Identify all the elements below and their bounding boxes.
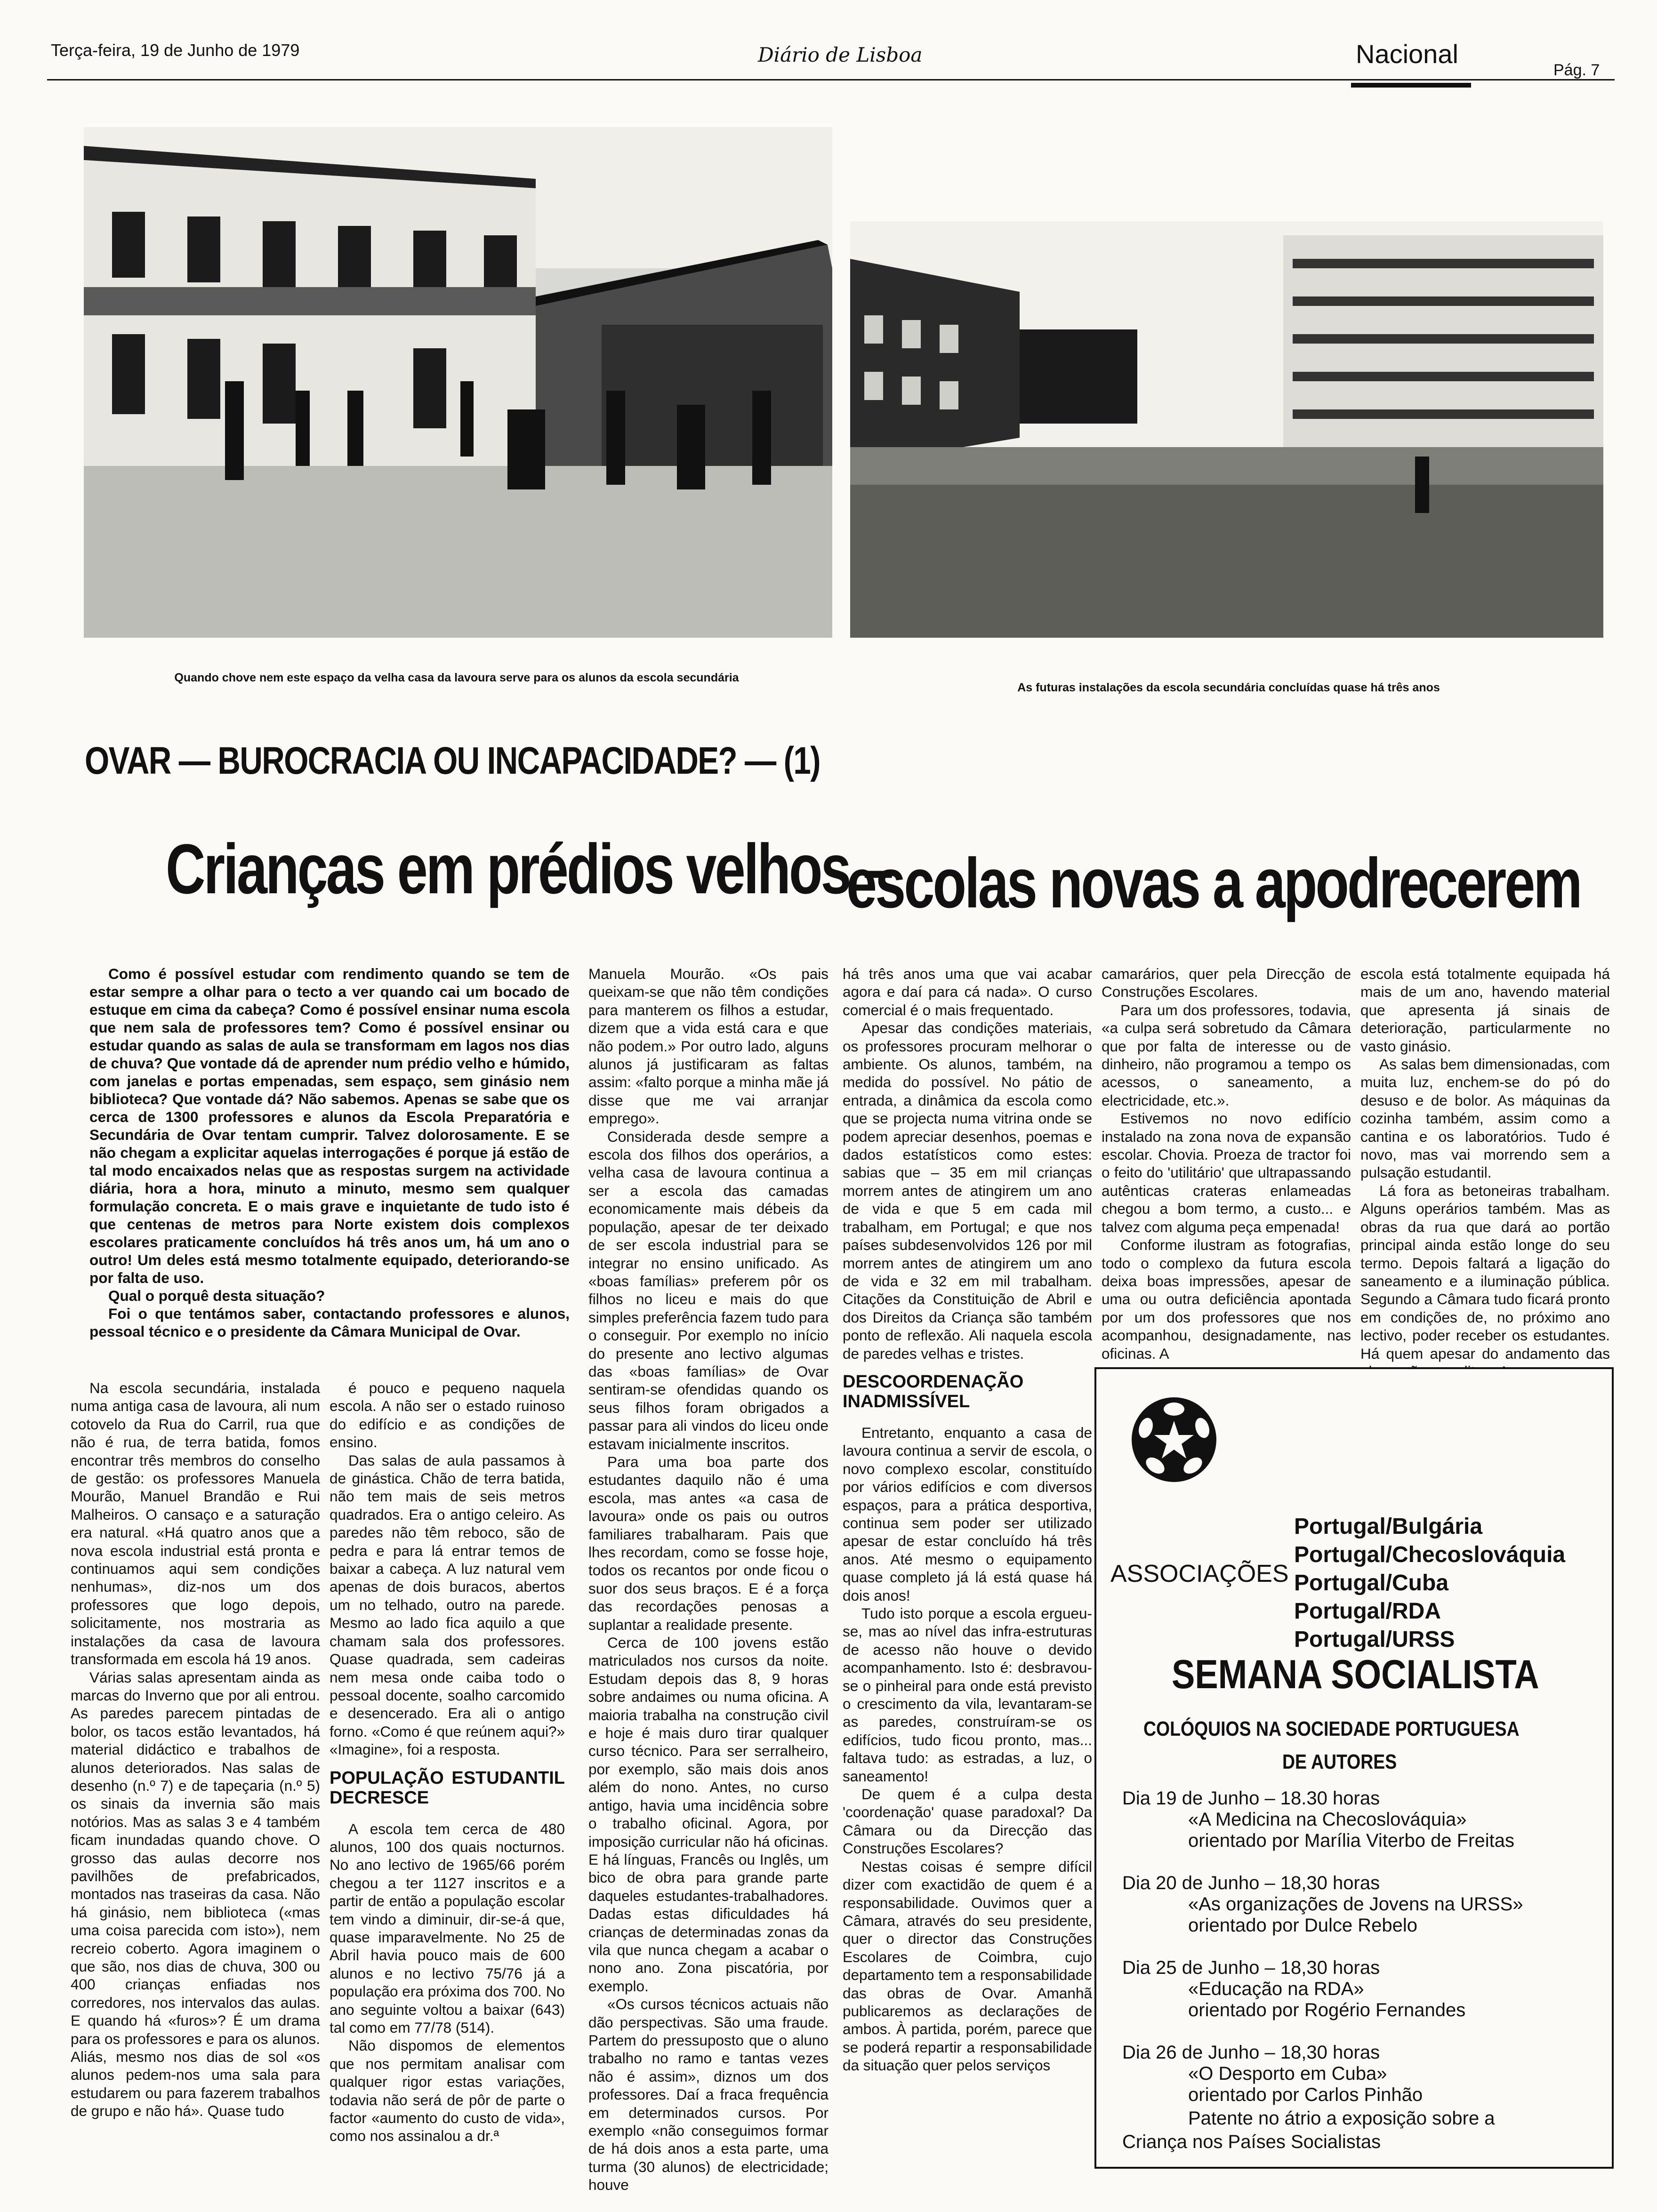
paragraph: Na escola secundária, instalada numa antiga casa de lavoura, ali num cotovelo da Rua do Carril, rua que não é rua, de terra batida, fomos encontrar três membros do conselho de gestão: os professores Manuela Mourão, Manuel Brandão e Rui Malheiros. O cansaço e a saturação era natural. «Há quatro anos que a nova escola industrial está pronta e continuamos aqui sem condições nenhumas», diz-nos um dos professores que logo depois, solicitamente, nos mostraria as instalações da casa de lavoura transformada em escola há 19 anos. (71, 1379, 320, 1668)
article-column-2 (330, 1379, 565, 2170)
event-speaker: orientado por Rogério Fernandes (1188, 2000, 1466, 2020)
socialist-week-ad (1094, 1367, 1614, 2169)
ad-title: SEMANA SOCIALISTA (1172, 1652, 1539, 1697)
section-underline (1351, 83, 1471, 88)
event-date: Dia 20 de Junho – 18,30 horas (1122, 1873, 1380, 1893)
country-pair: Portugal/Checoslováquia (1294, 1542, 1566, 1567)
paragraph: Estivemos no novo edifício instalado na zona nova de expansão escolar. Chovia. Proeza de tractor foi o feito do 'utilitário' que ultrapassando autênticas crateras enlameadas chegou a bom termo, a custo... e talvez com alguma peça empenada! (1102, 1110, 1351, 1235)
event-topic: «Educação na RDA» (1188, 1979, 1364, 1999)
paragraph: Cerca de 100 jovens estão matriculados nos cursos da noite. Estudam depois das 8, 9 horas sobre andaimes ou numa oficina. A maioria trabalha na construção civil e hoje é mais duro tirar qualquer curso técnico. Para ser serralheiro, por exemplo, são mais dois anos além do nono. Antes, no curso antigo, havia uma incidência sobre o trabalho oficinal. Agora, por imposição curricular não há oficinas. E há línguas, Francês ou Inglês, um bico de obra para grande parte daqueles estudantes-trabalhadores. Dadas estas dificuldades há crianças de determinadas zonas da vila que nunca chegam a acabar o nono ano. Zona piscatória, por exemplo. (588, 1634, 828, 1995)
subhead-population: POPULAÇÃO ESTUDANTIL DECRESCE (330, 1768, 565, 1808)
paragraph: Para uma boa parte dos estudantes daquilo não é uma escola, mas antes «a casa de lavoura» onde os pais ou outros familiares trabalharam. Pais que lhes recordam, como se fosse hoje, todos os recantos por onde ficou o suor dos seus braços. E é a força das recordações penosas a suplantar a realidade presente. (588, 1453, 828, 1633)
event-topic: «As organizações de Jovens na URSS» (1188, 1894, 1523, 1915)
paragraph: Nestas coisas é sempre difícil dizer com exactidão de quem é a responsabilidade. Ouvimos quer a Câmara, através do seu presidente, quer o director das Construções Escolares de Coimbra, cujo departamento tem a responsabilidade das obras de Ovar. Amanhã publicaremos as declarações de ambos. À partida, porém, parece que se poderá repartir a responsabilidade da situação quer pelos serviços (843, 1858, 1092, 2074)
photo-old-school-graphic (84, 127, 832, 638)
paragraph: Não dispomos de elementos que nos permitam analisar com qualquer rigor estas variações, todavia não será de pôr de parte o factor «aumento do custo de vida», como nos assinalou a dr.ª (330, 2037, 565, 2145)
event-speaker: orientado por Marília Viterbo de Freitas (1188, 1830, 1514, 1851)
paragraph: Manuela Mourão. «Os pais queixam-se que não têm condições para manterem os filhos a estudar, dizem que a vida está cara e que não podem.» Por outro lado, alguns alunos já justificaram as faltas assim: «falto porque a minha mãe já disse que me vai arranjar emprego». (588, 965, 828, 1127)
article-column-1 (71, 1379, 320, 2170)
paragraph: Para um dos professores, todavia, «a culpa será sobretudo da Câmara que por falta de interesse ou de dinheiro, não programou a tempo os acessos, o saneamento, a electricidade, etc.». (1102, 1001, 1351, 1109)
paragraph: Das salas de aula passamos à de ginástica. Chão de terra batida, não tem mais de seis metros quadrados. Era o antigo celeiro. As paredes não têm reboco, são de pedra e para lá entrar temos de baixar a cabeça. A luz natural vem apenas de dois buracos, abertos um no telhado, outro na parede. Mesmo ao lado fica aquilo a que chamam sala dos professores. Quase quadrada, sem cadeiras nem mesa onde caiba todo o pessoal docente, soalho carcomido e desencerado. Era ali o antigo forno. «Como é que reúnem aqui?» «Imagine», foi a resposta. (330, 1451, 565, 1758)
paragraph: Apesar das condições materiais, os professores procuram melhorar o ambiente. Os alunos, também, na medida do possível. No pátio de entrada, a dinâmica da escola como que se projecta numa vitrina onde se podem apreciar desenhos, poemas e dados estatísticos como estes: sabias que – 35 em mil crianças morrem antes de atingirem um ano de vida e que 5 em cada mil trabalham, em Portugal; e que nos países subdesenvolvidos 126 por mil morrem antes de atingirem um ano de vida e 32 em mil trabalham. Citações da Constituição de Abril e dos Direitos da Criança são também ponto de reflexão. Ali naquela escola de paredes velhas e tristes. (843, 1019, 1092, 1362)
page-number: Pág. 7 (1553, 61, 1600, 79)
paragraph: De quem é a culpa desta 'coordenação' quase paradoxal? Da Câmara ou da Direcção das Construções Escolares? (843, 1786, 1092, 1857)
header-rule (47, 79, 1615, 80)
paragraph: escola está totalmente equipada há mais de um ano, havendo material que apresenta já sinais de deterioração, particularmente no vasto ginásio. (1360, 965, 1610, 1055)
right-photo-caption: As futuras instalações da escola secundária concluídas quase há três anos (1017, 681, 1440, 694)
ad-subtitle-2: DE AUTORES (1282, 1750, 1397, 1773)
ad-associations-label: ASSOCIAÇÕES (1110, 1560, 1289, 1587)
paragraph: camarários, quer pela Direcção de Construções Escolares. (1102, 965, 1351, 1001)
article-lead (89, 965, 570, 1355)
section-name: Nacional (1356, 39, 1458, 69)
ad-event-3 (1122, 1957, 1465, 2021)
ad-subtitle-1: COLÓQUIOS NA SOCIEDADE PORTUGUESA (1143, 1717, 1520, 1740)
article-column-4 (843, 965, 1092, 2170)
lead-paragraph: Foi o que tentámos saber, contactando professores e alunos, pessoal técnico e o presidente da Câmara Municipal de Ovar. (89, 1305, 570, 1340)
event-date: Dia 19 de Junho – 18.30 horas (1122, 1788, 1380, 1809)
paragraph: há três anos uma que vai acabar agora e daí para cá nada». O curso comercial é o mais frequentado. (843, 965, 1092, 1018)
event-topic: «O Desporto em Cuba» (1188, 2063, 1387, 2084)
paragraph: Considerada desde sempre a escola dos filhos dos operários, a velha casa de lavoura continua a ser a escola das camadas economicamente mais débeis da população, apesar de ter deixado de ser escola industrial para se integrar no ensino unificado. As «boas famílias» preferem pôr os filhos no liceu e mais do que simples preferência fazem tudo para o conseguir. Por exemplo no início do presente ano lectivo algumas das «boas famílias» de Ovar sentiram-se ofendidas quando os seus filhos foram obrigados a passar para ali vindos do liceu onde estavam inicialmente inscritos. (588, 1128, 828, 1452)
paragraph: é pouco e pequeno naquela escola. A não ser o estado ruinoso do edifício e as condições de ensino. (330, 1379, 565, 1451)
paragraph: A escola tem cerca de 480 alunos, 100 dos quais nocturnos. No ano lectivo de 1965/66 porém chegou a ter 1127 inscritos e a partir de então a população escolar tem vindo a diminuir, dir-se-á que, quase imparavelmente. No 25 de Abril havia pouco mais de 600 alunos e no lectivo 75/76 já a população era próxima dos 700. No ano seguinte voltou a baixar (643) tal como em 77/78 (514). (330, 1820, 565, 2036)
paragraph: Conforme ilustram as fotografias, todo o complexo da futura escola deixa boas impressões, apesar de uma ou outra deficiência apontada por um dos professores que nos acompanhou, designadamente, nas oficinas. A (1102, 1236, 1351, 1362)
ad-event-2 (1122, 1873, 1523, 1936)
photo-old-school (84, 127, 832, 638)
subhead-descoordination: DESCOORDENAÇÃO INADMISSÍVEL (843, 1371, 1024, 1411)
country-pair: Portugal/Cuba (1294, 1571, 1449, 1595)
photo-new-school-graphic (850, 221, 1603, 638)
paragraph: Várias salas apresentam ainda as marcas do Inverno que por ali entrou. As paredes parecem pintadas de bolor, os tacos estão levantados, há material didáctico e trabalhos de alunos deteriorados. Nas salas de desenho (n.º 7) e de tapeçaria (n.º 5) os sinais da invernia são mais notórios. Mas as salas 3 e 4 também ficam inundadas quando chove. O grosso das aulas decorre nos pavilhões de prefabricados, montados nas traseiras da casa. Não há ginásio, nem biblioteca («mas uma coisa parecida com isto»), nem recreio coberto. Agora imaginem o que são, nos dias de chuva, 300 ou 400 crianças enfiadas nos corredores, nos intervalos das aulas. E quando há «furos»? É um drama para os professores e para os alunos. Aliás, mesmo nos dias de sol «os alunos pedem-nos uma sala para estudarem ou para fazerem trabalhos de grupo e não há». Quase tudo (71, 1668, 320, 2120)
lead-paragraph: Como é possível estudar com rendimento quando se tem de estar sempre a olhar para o tecto a ver quando cai um bocado de estuque em cima da cabeça? Como é possível ensinar numa escola que nem sala de professores tem? Como é possível ensinar ou estudar quando as salas de aula se transformam em lagos nos dias de chuva? Que vontade dá de aprender num prédio velho e húmido, com janelas e portas empenadas, sem espaço, sem ginásio nem biblioteca? Que vontade dá? Não sabemos. Apenas se sabe que os cerca de 1300 professores e alunos da Escola Preparatória e Secundária de Ovar tentam cumprir. Talvez dolorosamente. E se não chegam a explicitar aquelas interrogações é porque já estão de tal modo encaixados nelas que as respostas surgem na actividade diária, hora a hora, minuto a minuto, mesmo sem qualquer formulação concreta. E o mais grave e inquietante de tudo isto é que centenas de metros para Norte existem dois complexos escolares praticamente concluídos há três anos um, há um ano o outro! Um deles está mesmo totalmente equipado, deteriorando-se por falta de uso. (89, 965, 570, 1286)
paragraph: As salas bem dimensionadas, com muita luz, enchem-se do pó do desuso e de bolor. As máquinas da cozinha também, assim como a cantina e os laboratórios. Tudo é novo, mas vai morrendo sem a pulsação estudantil. (1360, 1056, 1610, 1181)
event-speaker: orientado por Dulce Rebelo (1188, 1915, 1417, 1936)
paragraph: Lá fora as betoneiras trabalham. Alguns operários também. Mas as obras da rua que dará ao portão principal ainda estão longe do seu termo. Depois faltará a ligação do saneamento e a iluminação pública. Segundo a Câmara tudo ficará pronto em condições de, no próximo ano lectivo, poder receber os estudantes. Há quem apesar do andamento das (1360, 1182, 1610, 1362)
country-pair: Portugal/Bulgária (1294, 1514, 1483, 1539)
issue-date: Terça-feira, 19 de Junho de 1979 (51, 40, 300, 60)
ad-country-list (1294, 1513, 1565, 1654)
article-column-6 (1360, 965, 1610, 1362)
paragraph: Tudo isto porque a escola ergueu-se, mas ao nível das infra-estruturas de acesso não houve o devido acompanhamento. Isto é: desbravou-se o pinheiral para onde está previsto o crescimento da vila, levantaram-se as paredes, construíram-se os edifícios, tudo ficou pronto, mas... faltava tudo: as estradas, a luz, o saneamento! (843, 1605, 1092, 1785)
paragraph: Entretanto, enquanto a casa de lavoura continua a servir de escola, o novo complexo escolar, constituído por vários edifícios e com diversos espaços, para a prática desportiva, continua sem poder ser utilizado apesar de estar concluído há três anos. Até mesmo o equipamento quase completo já lá está quase há dois anos! (843, 1424, 1092, 1604)
photo-new-school (850, 221, 1603, 638)
article-column-3 (588, 965, 828, 2194)
ad-footer-line-1: Patente no átrio a exposição sobre a (1188, 2108, 1495, 2129)
ad-event-1 (1122, 1788, 1514, 1851)
newspaper-title: Diário de Lisboa (758, 43, 923, 66)
country-pair: Portugal/RDA (1294, 1599, 1441, 1624)
event-topic: «A Medicina na Checoslováquia» (1188, 1809, 1467, 1830)
event-date: Dia 25 de Junho – 18,30 horas (1122, 1957, 1380, 1978)
headline-part1: Crianças em prédios velhos – (166, 829, 892, 908)
event-date: Dia 26 de Junho – 18,30 horas (1122, 2042, 1380, 2063)
left-photo-caption: Quando chove nem este espaço da velha casa da lavoura serve para os alunos da escola secundária (174, 671, 739, 684)
event-speaker: orientado por Carlos Pinhão (1188, 2084, 1423, 2105)
article-kicker: OVAR — BUROCRACIA OU INCAPACIDADE? — (1) (85, 739, 820, 782)
lead-question: Qual o porquê desta situação? (108, 1287, 325, 1304)
paragraph: «Os cursos técnicos actuais não dão perspectivas. São uma fraude. Partem do pressuposto que o aluno trabalho no ramo e tantas vezes não é assim», diznos um dos professores. Daí a fraca frequência em determinados cursos. Por exemplo «não conseguimos formar de há dois anos a esta parte, uma turma (30 alunos) de electricidade; houve (588, 1996, 828, 2194)
ad-footer-line-2: Criança nos Países Socialistas (1122, 2132, 1381, 2152)
country-pair: Portugal/URSS (1294, 1627, 1455, 1652)
association-logo-icon (1129, 1395, 1219, 1484)
article-column-5 (1102, 965, 1351, 1362)
ad-event-4 (1122, 2042, 1423, 2106)
headline-part2: escolas novas a apodrecerem (846, 843, 1581, 922)
